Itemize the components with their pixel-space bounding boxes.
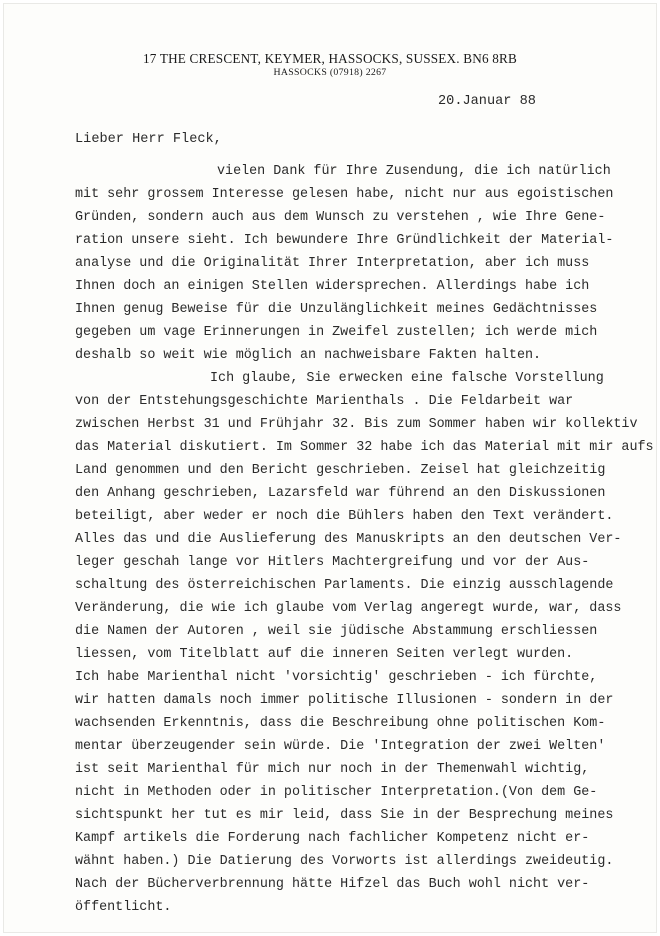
body-line: vielen Dank für Ihre Zusendung, die ich natürlich	[217, 164, 611, 179]
body-line: von der Entstehungsgeschichte Marienthals . Die Feldarbeit war	[75, 394, 574, 409]
body-line: den Anhang geschrieben, Lazarsfeld war führend an den Diskussionen	[75, 486, 606, 501]
body-line: Nach der Bücherverbrennung hätte Hifzel das Buch wohl nicht ver-	[75, 877, 590, 892]
body-line: leger geschah lange vor Hitlers Machtergreifung und vor der Aus-	[75, 555, 590, 570]
body-line: gegeben um vage Erinnerungen in Zweifel zustellen; ich werde mich	[75, 325, 598, 340]
body-line: öffentlicht.	[75, 900, 172, 915]
body-line: Veränderung, die wie ich glaube vom Verlag angeregt wurde, war, dass	[75, 601, 622, 616]
letterhead-address: 17 THE CRESCENT, KEYMER, HASSOCKS, SUSSEX. BN6 8RB	[142, 51, 518, 66]
body-line: Gründen, sondern auch aus dem Wunsch zu verstehen , wie Ihre Gene-	[75, 210, 606, 225]
body-line: die Namen der Autoren , weil sie jüdische Abstammung erschliessen	[75, 624, 598, 639]
body-line: mentar überzeugender sein würde. Die 'Integration der zwei Welten'	[75, 739, 606, 754]
body-line: Ich habe Marienthal nicht 'vorsichtig' geschrieben - ich fürchte,	[75, 670, 598, 685]
body-line: zwischen Herbst 31 und Frühjahr 32. Bis zum Sommer haben wir kollektiv	[75, 417, 638, 432]
body-line: Kampf artikels die Forderung nach fachlicher Kompetenz nicht er-	[75, 831, 590, 846]
body-line: wir hatten damals noch immer politische Illusionen - sondern in der	[75, 693, 614, 708]
body-line: schaltung des österreichischen Parlaments. Die einzig ausschlagende	[75, 578, 614, 593]
body-line: Ihnen genug Beweise für die Unzulänglichkeit meines Gedächtnisses	[75, 302, 598, 317]
body-line: Ihnen doch an einigen Stellen widersprechen. Allerdings habe ich	[75, 279, 590, 294]
body-line: mit sehr grossem Interesse gelesen habe, nicht nur aus egoistischen	[75, 187, 614, 202]
letterhead-phone: HASSOCKS (07918) 2267	[273, 67, 387, 78]
body-line: Land genommen und den Bericht geschrieben. Zeisel hat gleichzeitig	[75, 463, 606, 478]
body-line: das Material diskutiert. Im Sommer 32 habe ich das Material mit mir aufs	[75, 440, 654, 455]
body-line: analyse und die Originalität Ihrer Interpretation, aber ich muss	[75, 256, 590, 271]
body-line: nicht in Methoden oder in politischer Interpretation.(Von dem Ge-	[75, 785, 598, 800]
body-line: sichtspunkt her tut es mir leid, dass Sie in der Besprechung meines	[75, 808, 614, 823]
body-line: liessen, vom Titelblatt auf die inneren Seiten verlegt wurden.	[75, 647, 574, 662]
body-line: Alles das und die Auslieferung des Manuskripts an den deutschen Ver-	[75, 532, 622, 547]
body-line: beteiligt, aber weder er noch die Bühlers haben den Text verändert.	[75, 509, 614, 524]
body-line: wachsenden Erkenntnis, dass die Beschreibung ohne politischen Kom-	[75, 716, 606, 731]
body-line: Ich glaube, Sie erwecken eine falsche Vorstellung	[210, 371, 604, 386]
body-line: wähnt haben.) Die Datierung des Vorworts ist allerdings zweideutig.	[75, 854, 614, 869]
body-line: ration unsere sieht. Ich bewundere Ihre Gründlichkeit der Material-	[75, 233, 614, 248]
salutation: Lieber Herr Fleck,	[75, 132, 222, 147]
body-line: ist seit Marienthal für mich nur noch in der Themenwahl wichtig,	[75, 762, 590, 777]
letter-date: 20.Januar 88	[438, 94, 536, 109]
body-line: deshalb so weit wie möglich an nachweisbare Fakten halten.	[75, 348, 542, 363]
